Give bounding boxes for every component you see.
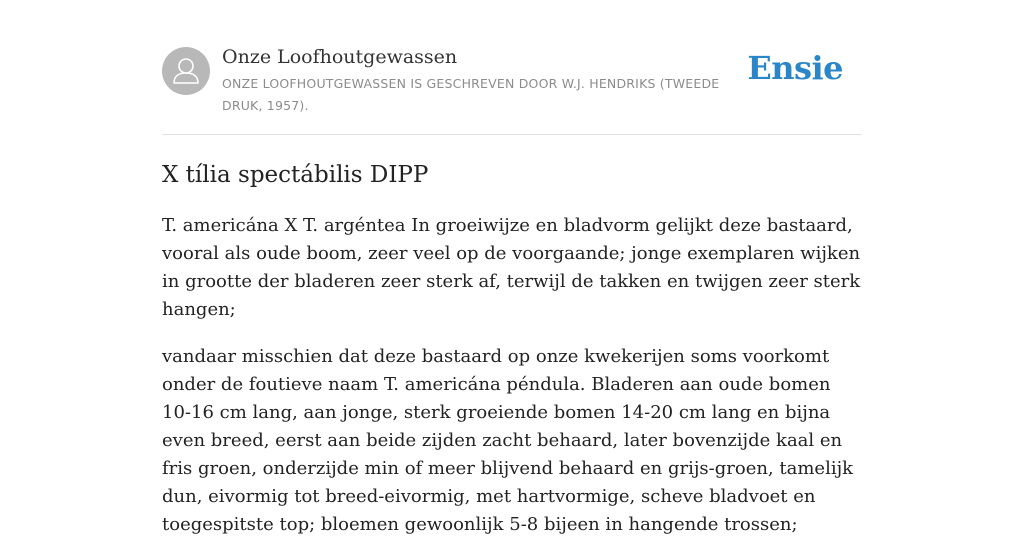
user-silhouette-icon[interactable] [162, 47, 210, 95]
source-description: ONZE LOOFHOUTGEWASSEN IS GESCHREVEN DOOR W.J. HENDRIKS (TWEEDE DRUK, 1957). [222, 76, 720, 113]
page [162, 0, 862, 535]
article-paragraph: T. americána X T. argéntea In groeiwijze en bladvorm gelijkt deze bastaard, vooral als oude boom, zeer veel op de voorgaande; jonge exemplaren wijken in grootte der bladeren zeer sterk af, terwijl de takken en twijgen zeer sterk hangen; [162, 215, 861, 320]
source-title[interactable]: Onze Loofhoutgewassen [222, 46, 458, 68]
source-header [162, 0, 862, 135]
article-body [162, 212, 862, 558]
article-title: X tília spectábilis DIPP [162, 162, 429, 188]
brand-logo[interactable]: Ensie [747, 49, 843, 87]
article-paragraph: vandaar misschien dat deze bastaard op onze kwekerijen soms voorkomt onder de foutieve naam T. americána péndula. Bladeren aan oude bomen 10-16 cm lang, aan jonge, sterk groeiende bomen 14-20 cm lang en bijna even breed, eerst aan beide zijden zacht behaard, later bovenzijde kaal en fris groen, onderzijde min of meer blijvend behaard en grijs-groen, tamelijk dun, eivormig tot breed-eivormig, met hartvormige, scheve bladvoet en toegespitste top; bloemen gewoonlijk 5-8 bijeen in hangende trossen; [162, 346, 854, 535]
